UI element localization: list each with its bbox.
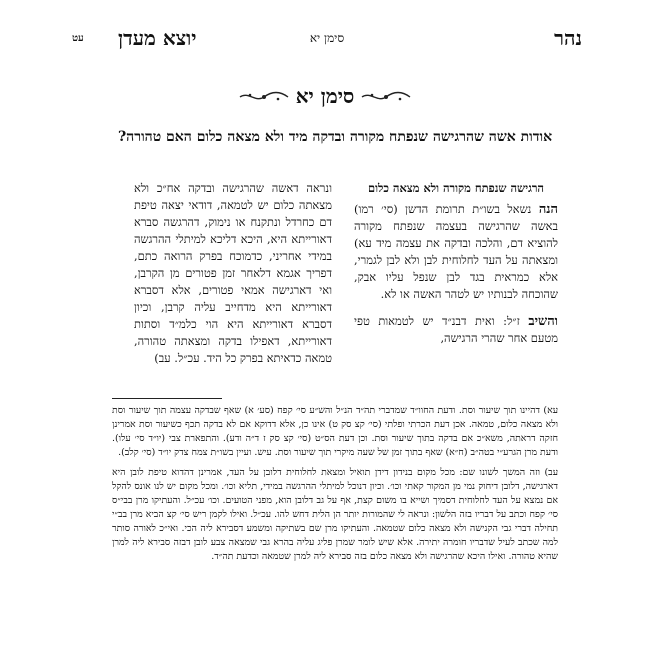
chapter-title-row [0,84,650,109]
book-title: נהר [554,26,582,50]
paragraph-lead-word: והשיב [528,314,558,329]
chapter-title: סימן יא [295,84,355,108]
chapter-subject: אודות אשה שהרגישה שנפתח מקורה ובדקה מיד ולא מצאה כלום האם טהורה? [117,129,553,145]
footnote: עא) דהיינו תוך שיעור וסת. ודעת החוו״ד שמדברי תה״ד הנ״ל והש״ע סי׳ קפח (סע׳ א) שאף שבדקה עצמה תוך שיעור וסת ולא מצאה כלום, טמאה. אכן דעת הכרתי ופלתי (סי׳ קצ סק ט) אינו כן, אלא דדוקא אם לא בדקה תכף כשיעור וסת אמרינן חזקה דראתה, משא״כ אם בדקה בתוך שיעור וסת. וכן דעת הס״ט (סי׳ קצ סק ז ד״ה ודע). והתפארת צבי (יו״ד סי׳ עלו). ודעת מרן הגרע״י בטה״ב (ח״א) שאף בתוך זמן של שעה מיקרי תוך שיעור וסת. עיש. ועיין בשו״ת צמח צדק יו״ד (סי׳ קלב). [112,405,558,458]
footnote-separator [112,398,222,399]
section-heading: הרגישה שנפתח מקורה ולא מצאה כלום [368,181,544,195]
page-number: עט [72,33,84,44]
volume-title: יוצא מעדן [118,26,197,50]
left-column [134,180,332,367]
flourish-ornament-icon [238,90,290,104]
veheshiv-paragraph [354,313,558,347]
footnotes [112,404,558,570]
footnote: עב) וזה המשך לשונו שם: מכל מקום בנידון דידן תואיל ומצאת לחלוחית דלובן על העד, אמרינן דהדוא טיפת לובן היא דארגישה, דלובן דיחוק נמי מן המקור קאתי וכו׳. וכיון דנוכל למיתלי ההרגשה במידי, תליא וכו׳. ומכל מקום יש לנו אונס להקל אם נמצא על העד לחלוחית דסמיך ושייא בו משום קצת, אף על גב דלובן הוא, מפני הטועים. וכו׳ עכ״ל. והעתיקו מרן בבי״ס סי׳ קפח וכתב על דבריו בזה הלשון: ונראה לי שהמורות יותר הן הלית דחש להו. עכ״ל. ואילו לקמן ריש סי׳ קצ הביא מרן בב״י תחילה דברי גבי הקנישה ולא מצאה כלום שטמאה. והעתיקו מרן שם בשתיקה ומשמע דסבירא ליה הכי. ואי״כ לאורה סותר למה שכתב לעיל שדבריו חומרה יתירה. אלא שיש לומר שמרן פליג עליה בהרא גבי שמצאה צבע לובן דבזה סבירא ליה למרן שהיא טהורה. ואילו היכא שהרגישה ולא מצאה כלום בזה סבירא ליה למרן שטמאה וכדעת תה״ד. [112,467,558,562]
siman-label: סימן יא [309,31,345,45]
paragraph-text: ונראה דאשה שהרגישה ובדקה אח״כ ולא מצאתה כלום יש לטמאה, דודאי יצאה טיפת דם כחרדל ונתקנח או נימוק, דהרגשה סברא דאורייתא היא, היכא דליכא למיתלי ההרגשה במידי אחריני, כדמוכח בפרק הרואה כתם, דפריך אגמא דלאחר זמן פטורים מן הקרבן, ואי דארגישה אמאי פטורים, אלא דסברא דאורייתא היא מדחייב עליה קרבן, וכיון דסברא דאורייתא היא הוי כלמ״ד וסתות דאורייתא, דאפילו בדקה ומצאתה טהורה, טמאה כדאיתא בפרק כל היד. עכ״ל. עב) [134,181,332,365]
right-column [354,180,558,347]
haga-paragraph [354,201,558,303]
paragraph-text: נשאל בשו״ת תרומת הדשן (סי׳ רמו) באשה שהרגישה בעצמה שנפתח מקורה להוציא דם, והלכה ובדקה את עצמה מיד עא) ומצאתה על העד לחלוחית לבן ולא לבן לגמרי, אלא כמראית בגד לבן שנפל עליו אבק, שהוכחה לבנותיו יש לטהר האשה או לא. [354,202,558,301]
flourish-ornament-icon [360,90,412,104]
paragraph-text: ז״ל: ואית דבנ״ד יש לטמאות טפי מטעם אחר שהרי הרגישה, [354,314,558,345]
running-header [72,26,582,52]
paragraph-lead-word: הנה [538,202,559,217]
